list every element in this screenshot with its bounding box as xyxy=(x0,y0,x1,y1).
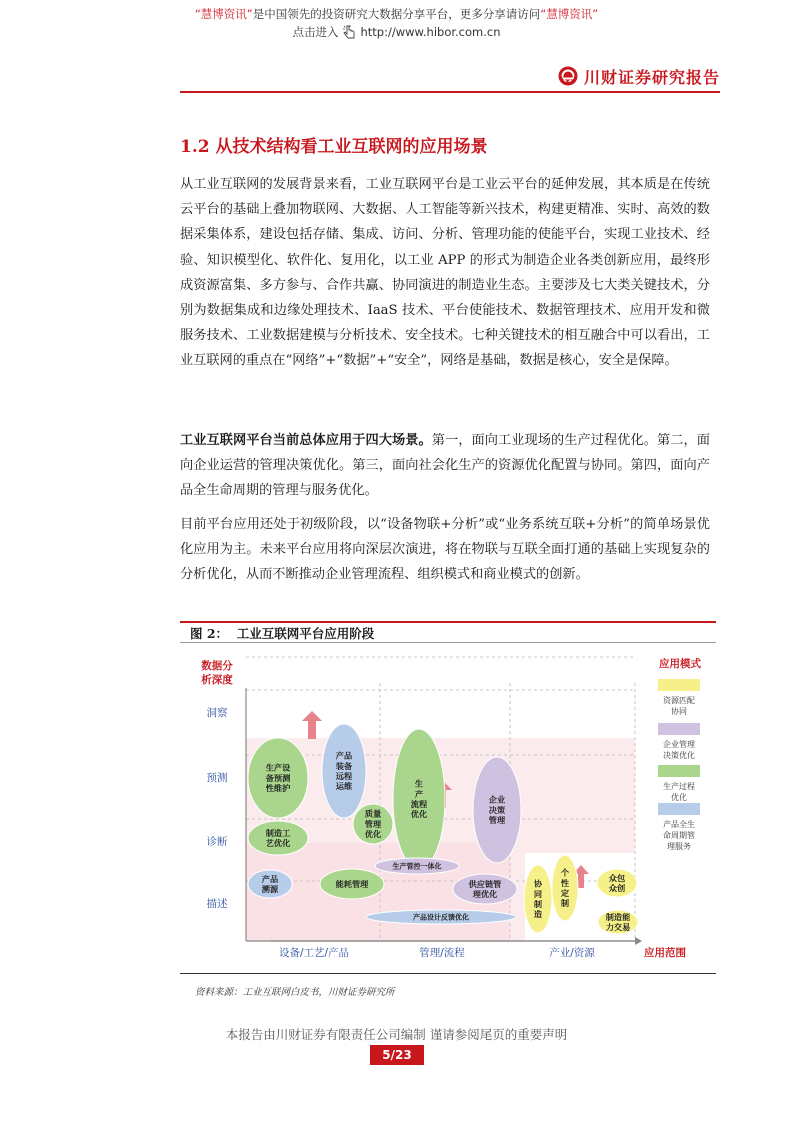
figure-caption xyxy=(190,624,374,642)
y-axis-title: 析深度 xyxy=(201,674,233,686)
bubble-label: 力交易 xyxy=(605,921,631,932)
figure-top-rule xyxy=(180,621,716,623)
bubble-制造工艺优化 xyxy=(248,821,308,855)
bubble-label: 优化 xyxy=(410,809,428,820)
bubble-产品溯源 xyxy=(248,870,292,898)
legend-label: 优化 xyxy=(671,793,687,802)
bubble-label: 性维护 xyxy=(265,783,291,794)
bubble-label: 制 xyxy=(560,898,570,909)
header-divider xyxy=(180,91,720,93)
watermark-brand-link[interactable]: “慧博资讯” xyxy=(540,7,599,21)
legend-label: 理服务 xyxy=(667,842,691,851)
bubble-label: 流程 xyxy=(410,798,428,809)
bubble-label: 产 xyxy=(414,788,424,799)
bubble-label: 造 xyxy=(533,909,543,920)
bubble-label: 产品设计反馈优化 xyxy=(413,913,469,922)
bubble-协同制造 xyxy=(524,865,552,933)
paragraph-background: 从工业互联网的发展背景来看，工业互联网平台是工业云平台的延伸发展，其本质是在传统云平台的基础上叠加物联网、大数据、人工智能等新兴技术，构建更精准、实时、高效的数据采集体系，建设包括存储、集成、访问、分析、管理功能的使能平台，实现工业技术、经验、知识模型化、软件化、复用化，以工业 APP 的形式为制造企业各类创新应用，最终形成资源富集、多方参与、合作共赢、协同演进的制造业生态。主要涉及七大类关键技术，分别为数据集成和边缘处理技术、IaaS 技术、平台使能技术、数据管理技术、应用开发和微服务技术、工业数据建模与分析技术、安全技术。七种关键技术的相互融合中可以看出，工业互联网的重点在“网络”+“数据”+“安全”，网络是基础，数据是核心，安全是保障。 xyxy=(180,177,710,369)
click-enter-text: 点击进入 xyxy=(292,25,339,39)
figure-label: 图 2： xyxy=(190,626,229,641)
y-level-label: 诊断 xyxy=(206,836,228,848)
bubble-供应链管理优化 xyxy=(453,874,517,904)
x-group-label: 管理/流程 xyxy=(419,947,465,959)
bubble-label: 装备 xyxy=(335,760,353,771)
bubble-label: 企业 xyxy=(488,794,506,805)
bubble-label: 优化 xyxy=(364,829,382,840)
footer-statement: 本报告由川财证券有限责任公司编制 谨请参阅尾页的重要声明 xyxy=(225,1027,568,1042)
paragraph-outlook: 目前平台应用还处于初级阶段，以“设备物联+分析”或“业务系统互联+分析”的简单场景优化应用为主。未来平台应用将向深层次演进，将在物联与互联全面打通的基础上实现复杂的分析优化，从而不断推动企业管理流程、组织模式和商业模式的创新。 xyxy=(180,517,710,583)
bubble-label: 能耗管理 xyxy=(335,878,369,889)
bubble-label: 定 xyxy=(560,887,570,898)
legend-label: 协同 xyxy=(671,707,687,716)
figure-source: 资料来源：工业互联网白皮书，川财证券研究所 xyxy=(195,987,395,998)
legend-label: 命周期管 xyxy=(663,831,695,840)
bubble-label: 理优化 xyxy=(472,888,498,899)
bubble-label: 众创 xyxy=(608,882,626,893)
figure-title: 工业互联网平台应用阶段 xyxy=(236,626,375,641)
bubble-能耗管理 xyxy=(320,869,384,899)
x-group-label: 产业/资源 xyxy=(549,947,595,959)
y-level-label: 描述 xyxy=(206,898,228,910)
bubble-label: 生 xyxy=(414,778,424,789)
company-logo-icon xyxy=(558,66,578,86)
bubble-label: 性 xyxy=(560,877,570,888)
bubble-label: 远程 xyxy=(335,770,353,781)
bubble-label: 同 xyxy=(533,888,543,899)
bubble-label: 制造能 xyxy=(605,911,631,922)
y-level-label: 预测 xyxy=(206,772,228,784)
legend-swatch xyxy=(658,765,700,777)
bubble-label: 产品 xyxy=(261,873,279,884)
paragraph-lead-bold: 工业互联网平台当前总体应用于四大场景。 xyxy=(180,433,432,448)
bubble-企业决策管理 xyxy=(473,757,521,863)
x-group-label: 设备/工艺/产品 xyxy=(278,947,350,959)
paragraph-scenarios xyxy=(180,428,710,504)
legend-swatch xyxy=(658,723,700,735)
bubble-个性定制 xyxy=(552,855,578,921)
watermark-brand[interactable]: “慧博资讯” xyxy=(194,7,253,21)
figure-bottom-rule xyxy=(180,973,716,974)
y-axis-title: 数据分 xyxy=(201,660,233,672)
arrow-up-icon xyxy=(302,711,322,739)
bubble-label: 供应链管 xyxy=(468,878,502,889)
watermark-text: 是中国领先的投资研究大数据分享平台，更多分享请访问 xyxy=(252,7,541,21)
legend-label: 决策优化 xyxy=(663,751,695,760)
bubble-质量管理优化 xyxy=(353,804,393,844)
bubble-生产流程优化 xyxy=(393,729,445,869)
paragraph-scenarios-body: 第一，面向工业现场的生产过程优化。第二，面向企业运营的管理决策优化。第三，面向社会化生产的资源优化配置与协同。第四，面向产品全生命周期的管理与服务优化。 xyxy=(180,433,710,499)
pointer-hand-icon xyxy=(341,24,357,40)
section-title: 1.2 从技术结构看工业互联网的应用场景 xyxy=(180,137,488,157)
bubble-label: 生产设 xyxy=(265,762,291,773)
bubble-制造能力交易 xyxy=(598,910,638,934)
bubble-label: 个 xyxy=(560,867,570,878)
bubble-label: 众包 xyxy=(608,872,626,883)
bubble-label: 制造工 xyxy=(265,827,291,838)
bubble-生产管控一体化 xyxy=(375,858,459,874)
bubble-产品装备远程运维 xyxy=(322,724,366,818)
application-stage-chart xyxy=(180,643,716,971)
watermark-link-line xyxy=(0,24,793,40)
watermark-url[interactable]: http://www.hibor.com.cn xyxy=(360,25,501,39)
bubble-label: 生产管控一体化 xyxy=(392,862,442,871)
page-number: 5/23 xyxy=(370,1045,424,1065)
bubble-label: 协 xyxy=(533,878,543,889)
watermark-line xyxy=(0,6,793,22)
bubble-众包众创 xyxy=(597,869,637,897)
legend-title: 应用模式 xyxy=(659,658,701,670)
legend-label: 生产过程 xyxy=(663,782,695,791)
report-header-title: 川财证券研究报告 xyxy=(584,68,721,87)
bubble-label: 决策 xyxy=(488,804,506,815)
bubble-label: 产品 xyxy=(335,750,353,761)
legend-swatch xyxy=(658,679,700,691)
bubble-label: 备预测 xyxy=(265,772,291,783)
legend-label: 产品全生 xyxy=(663,820,695,829)
y-level-label: 洞察 xyxy=(206,707,228,719)
bubble-label: 管理 xyxy=(364,818,382,829)
x-axis-title: 应用范围 xyxy=(644,947,686,959)
bubble-label: 溯源 xyxy=(261,883,279,894)
bubble-label: 艺优化 xyxy=(265,837,291,848)
bubble-产品设计反馈优化 xyxy=(366,910,516,924)
legend-label: 企业管理 xyxy=(663,740,695,749)
bubble-label: 管理 xyxy=(488,815,506,826)
bubble-label: 制 xyxy=(533,898,543,909)
legend-label: 资源匹配 xyxy=(663,696,695,705)
bubble-label: 运维 xyxy=(335,781,353,792)
bubble-生产设备预测性维护 xyxy=(248,738,308,818)
legend-swatch xyxy=(658,803,700,815)
chart-legend xyxy=(658,657,701,851)
bubble-label: 质量 xyxy=(364,808,382,819)
x-axis-arrowhead xyxy=(635,937,642,945)
